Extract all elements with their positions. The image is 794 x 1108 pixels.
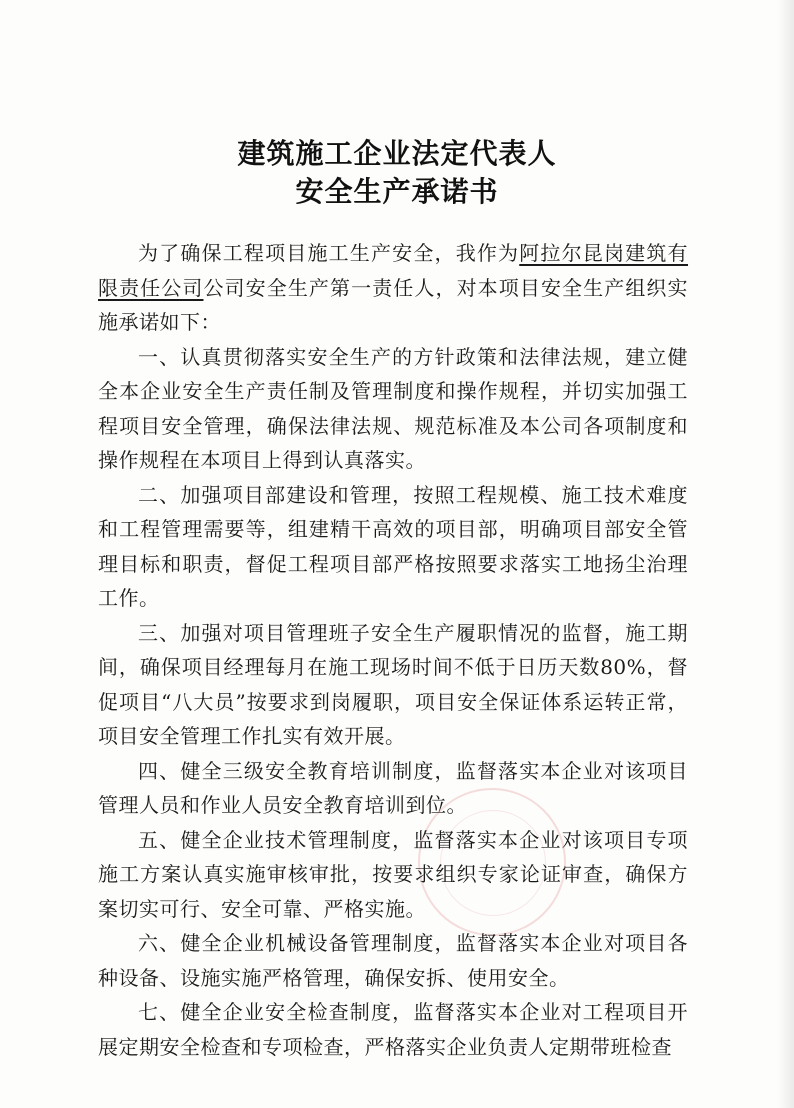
intro-paragraph <box>98 236 688 340</box>
document-title-line-1: 建筑施工企业法定代表人 <box>237 137 557 170</box>
intro-text-after: 公司安全生产第一责任人，对本项目安全生产组织实施承诺如下： <box>98 275 689 334</box>
document-title-line-2: 安全生产承诺书 <box>295 175 499 208</box>
commitment-item-2: 二、加强项目部建设和管理，按照工程规模、施工技术难度和工程管理需要等，组建精干高效的项目部，明确项目部安全管理目标和职责，督促工程项目部严格按照要求落实工地扬尘治理工作。 <box>98 482 688 610</box>
commitment-item-7: 七、健全企业安全检查制度，监督落实本企业对工程项目开展定期安全检查和专项检查，严格落实企业负责人定期带班检查 <box>98 1000 688 1059</box>
document-body <box>98 236 688 1064</box>
commitment-item-1: 一、认真贯彻落实安全生产的方针政策和法律法规，建立健全本企业安全生产责任制及管理制度和操作规程，并切实加强工程项目安全管理，确保法律法规、规范标准及本公司各项制度和操作规程在本项目上得到认真落实。 <box>98 344 688 472</box>
commitment-item-6: 六、健全企业机械设备管理制度，监督落实本企业对项目各种设备、设施实施严格管理，确保安拆、使用安全。 <box>98 931 688 990</box>
commitment-item-4: 四、健全三级安全教育培训制度，监督落实本企业对该项目管理人员和作业人员安全教育培训到位。 <box>98 758 688 817</box>
commitment-item-3: 三、加强对项目管理班子安全生产履职情况的监督，施工期间，确保项目经理每月在施工现场时间不低于日历天数80%，督促项目“八大员”按要求到岗履职，项目安全保证体系运转正常，项目安全管理工作扎实有效开展。 <box>98 620 688 748</box>
commitment-item-5: 五、健全企业技术管理制度，监督落实本企业对该项目专项施工方案认真实施审核审批，按要求组织专家论证审查，确保方案切实可行、安全可靠、严格实施。 <box>98 827 688 921</box>
intro-text-before: 为了确保工程项目施工生产安全，我作为 <box>138 241 520 265</box>
company-name: 阿拉尔昆岗建筑有限责任公司 <box>98 241 689 300</box>
